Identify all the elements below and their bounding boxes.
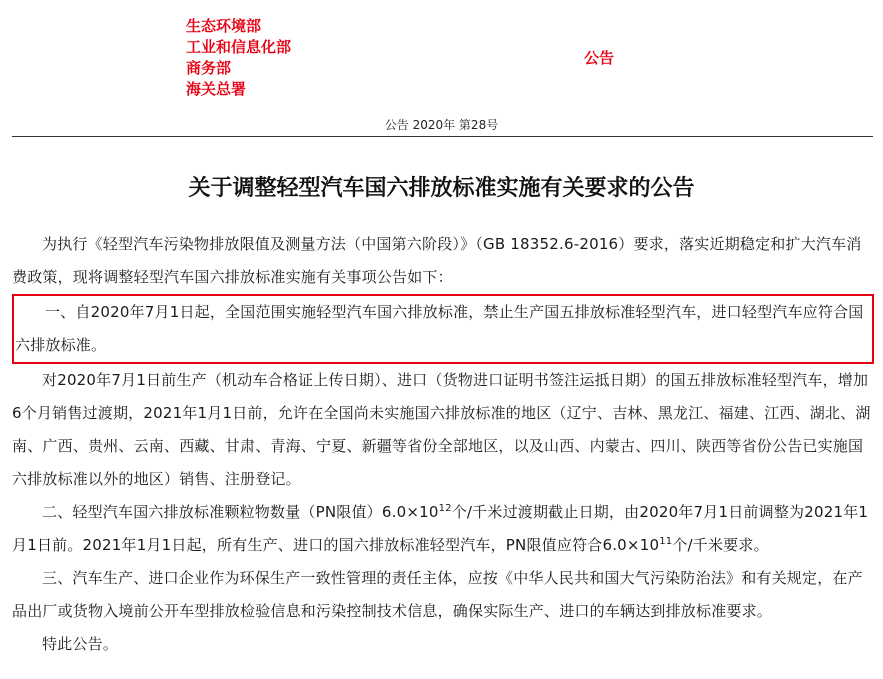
closing-paragraph: 特此公告。 xyxy=(42,635,119,653)
item-2-text: 个/千米要求。 xyxy=(672,536,769,554)
intro-paragraph: 为执行《轻型汽车污染物排放限值及测量方法（中国第六阶段）》（GB 18352.6-2016）要求，落实近期稳定和扩大汽车消费政策，现将调整轻型汽车国六排放标准实施有关事项公告如下： xyxy=(12,235,862,286)
agency-name: 工业和信息化部 xyxy=(186,38,292,56)
highlighted-item-1: 一、自2020年7月1日起，全国范围实施轻型汽车国六排放标准，禁止生产国五排放标准轻型汽车，进口轻型汽车应符合国六排放标准。 xyxy=(12,294,874,364)
notice-label: 公告 xyxy=(584,49,615,67)
page-title: 关于调整轻型汽车国六排放标准实施有关要求的公告 xyxy=(188,176,695,201)
item-3-paragraph: 三、汽车生产、进口企业作为环保生产一致性管理的责任主体，应按《中华人民共和国大气污染防治法》和有关规定，在产品出厂或货物入境前公开车型排放检验信息和污染控制技术信息，确保实际生产、进口的车辆达到排放标准要求。 xyxy=(12,569,863,620)
document-number: 公告 2020年 第28号 xyxy=(384,118,499,132)
exponent: 12 xyxy=(438,503,452,514)
header-divider xyxy=(12,136,873,137)
item-2-paragraph xyxy=(12,496,874,562)
issuing-agencies xyxy=(186,16,291,100)
agency-name: 商务部 xyxy=(186,59,232,77)
item-2-text: 二、轻型汽车国六排放标准颗粒物数量（PN限值）6.0×10 xyxy=(42,503,439,521)
document-body xyxy=(12,228,874,661)
agency-name: 生态环境部 xyxy=(186,17,262,35)
item-2-text: 个/千米过渡期截止日期，由2020年7月1日前调整为2021年1月1日前。2021年1月1日起，所有生产、进口的国六排放标准轻型汽车，PN限值应符合6.0×10 xyxy=(12,503,869,554)
agency-name: 海关总署 xyxy=(186,80,247,98)
exponent: 11 xyxy=(659,536,673,547)
item-1-detail-paragraph: 对2020年7月1日前生产（机动车合格证上传日期）、进口（货物进口证明书签注运抵日期）的国五排放标准轻型汽车，增加6个月销售过渡期，2021年1月1日前，允许在全国尚未实施国六排放标准的地区（辽宁、吉林、黑龙江、福建、江西、湖北、湖南、广西、贵州、云南、西藏、甘肃、青海、宁夏、新疆等省份全部地区，以及山西、内蒙古、四川、陕西等省份公告已实施国六排放标准以外的地区）销售、注册登记。 xyxy=(12,371,871,488)
